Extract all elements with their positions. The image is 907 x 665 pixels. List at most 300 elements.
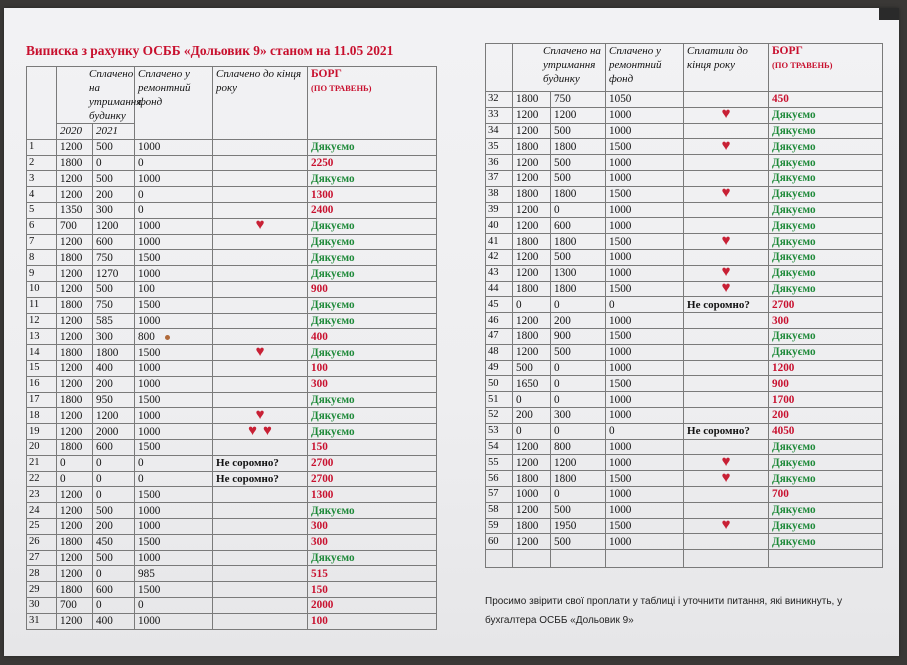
table-row bbox=[486, 92, 883, 108]
repair-fund-cell: 1000 bbox=[135, 218, 213, 234]
paid-2020-cell: 1200 bbox=[57, 487, 93, 503]
repair-fund-cell: 0 bbox=[135, 455, 213, 471]
year-end-cell bbox=[213, 487, 308, 503]
year-end-cell bbox=[213, 439, 308, 455]
paid-2020-cell: 1200 bbox=[513, 202, 551, 218]
paid-2021-cell: 800 bbox=[551, 439, 606, 455]
year-end-cell bbox=[213, 503, 308, 519]
repair-fund-cell: 0 bbox=[135, 597, 213, 613]
header-debt-label: БОРГ bbox=[311, 68, 342, 80]
debt-amount: 2700 bbox=[308, 471, 437, 487]
header-debt-sub: (ПО ТРАВЕНЬ) bbox=[772, 60, 833, 70]
paid-2021-cell: 0 bbox=[551, 486, 606, 502]
paid-2020-cell: 1800 bbox=[513, 471, 551, 487]
paid-2021-cell: 200 bbox=[93, 376, 135, 392]
table-row bbox=[27, 455, 437, 471]
paid-2020-cell: 1200 bbox=[57, 376, 93, 392]
thanks-status: Дякуємо bbox=[769, 249, 883, 265]
table-row bbox=[27, 234, 437, 250]
apartment-number: 41 bbox=[486, 234, 513, 250]
paid-2021-cell: 300 bbox=[93, 202, 135, 218]
thanks-status: Дякуємо bbox=[308, 297, 437, 313]
table-row bbox=[27, 392, 437, 408]
thanks-status: Дякуємо bbox=[308, 503, 437, 519]
debt-amount: 900 bbox=[308, 281, 437, 297]
paid-2020-cell: 1800 bbox=[513, 328, 551, 344]
repair-fund-cell: 1000 bbox=[606, 313, 684, 329]
table-row bbox=[486, 123, 883, 139]
debt-amount: 300 bbox=[308, 518, 437, 534]
repair-fund-cell: 1500 bbox=[135, 345, 213, 361]
paid-2021-cell: 500 bbox=[93, 281, 135, 297]
year-end-cell bbox=[684, 439, 769, 455]
table-row bbox=[27, 408, 437, 424]
thanks-status: Дякуємо bbox=[308, 171, 437, 187]
paid-2021-cell: 400 bbox=[93, 360, 135, 376]
paid-2021-cell: 2000 bbox=[93, 424, 135, 440]
paid-2021-cell: 0 bbox=[93, 566, 135, 582]
paid-2020-cell: 1800 bbox=[513, 92, 551, 108]
debt-amount: 150 bbox=[308, 582, 437, 598]
paid-2021-cell: 0 bbox=[551, 202, 606, 218]
repair-fund-cell: 1000 bbox=[606, 534, 684, 550]
year-end-cell bbox=[684, 297, 769, 313]
repair-fund-cell: 0 bbox=[606, 297, 684, 313]
repair-fund-cell: 1000 bbox=[606, 486, 684, 502]
paid-2021-cell: 500 bbox=[551, 502, 606, 518]
year-end-cell bbox=[213, 234, 308, 250]
apartment-number: 23 bbox=[27, 487, 57, 503]
apartment-number: 36 bbox=[486, 155, 513, 171]
repair-fund-cell: 1500 bbox=[606, 139, 684, 155]
paid-2021-cell: 585 bbox=[93, 313, 135, 329]
year-end-cell bbox=[213, 566, 308, 582]
repair-fund-cell: 1000 bbox=[135, 234, 213, 250]
apartment-number: 59 bbox=[486, 518, 513, 534]
table-row bbox=[27, 376, 437, 392]
repair-fund-cell: 100 bbox=[135, 281, 213, 297]
header-paid-maintenance: Сплачено на утримання будинку bbox=[57, 67, 135, 124]
table-row bbox=[27, 187, 437, 203]
year-end-cell bbox=[213, 360, 308, 376]
table-row bbox=[27, 439, 437, 455]
year-end-cell bbox=[213, 139, 308, 155]
apartment-number: 35 bbox=[486, 139, 513, 155]
apartment-number: 10 bbox=[27, 281, 57, 297]
thanks-status: Дякуємо bbox=[769, 155, 883, 171]
apartment-number: 37 bbox=[486, 170, 513, 186]
apartment-number: 17 bbox=[27, 392, 57, 408]
apartment-number: 42 bbox=[486, 249, 513, 265]
apartment-number: 56 bbox=[486, 471, 513, 487]
repair-fund-cell: 0 bbox=[135, 471, 213, 487]
year-end-cell bbox=[684, 486, 769, 502]
heart-icon: ♥ bbox=[248, 422, 258, 439]
paid-2021-cell: 0 bbox=[93, 597, 135, 613]
shame-label: Не соромно? bbox=[687, 425, 750, 438]
repair-fund-cell: 1000 bbox=[135, 360, 213, 376]
paid-2021-cell: 1800 bbox=[551, 139, 606, 155]
apartment-number: 20 bbox=[27, 439, 57, 455]
repair-fund-cell: 1000 bbox=[606, 455, 684, 471]
year-end-cell bbox=[684, 234, 769, 250]
repair-fund-cell: 1050 bbox=[606, 92, 684, 108]
repair-fund-cell: 1500 bbox=[606, 376, 684, 392]
apartment-number: 53 bbox=[486, 423, 513, 439]
year-end-cell bbox=[213, 281, 308, 297]
paid-2021-cell: 1200 bbox=[551, 107, 606, 123]
table-row bbox=[486, 170, 883, 186]
paid-2021-cell: 0 bbox=[551, 360, 606, 376]
empty-cell bbox=[769, 550, 883, 568]
year-end-cell bbox=[213, 218, 308, 234]
paid-2021-cell: 0 bbox=[93, 155, 135, 171]
paid-2021-cell: 1800 bbox=[551, 186, 606, 202]
table-row bbox=[27, 329, 437, 345]
paid-2020-cell: 1200 bbox=[513, 455, 551, 471]
paid-2021-cell: 900 bbox=[551, 328, 606, 344]
apartment-number: 48 bbox=[486, 344, 513, 360]
apartment-number: 52 bbox=[486, 407, 513, 423]
apartment-number: 57 bbox=[486, 486, 513, 502]
paid-2021-cell: 0 bbox=[551, 376, 606, 392]
table-row bbox=[486, 376, 883, 392]
paid-2021-cell: 1300 bbox=[551, 265, 606, 281]
apartment-number: 43 bbox=[486, 265, 513, 281]
thanks-status: Дякуємо bbox=[769, 139, 883, 155]
apartment-number: 49 bbox=[486, 360, 513, 376]
year-end-cell bbox=[213, 376, 308, 392]
paid-2021-cell: 600 bbox=[551, 218, 606, 234]
paid-2020-cell: 0 bbox=[513, 423, 551, 439]
paid-2020-cell: 1200 bbox=[57, 550, 93, 566]
debt-amount: 300 bbox=[308, 534, 437, 550]
table-row bbox=[27, 471, 437, 487]
thanks-status: Дякуємо bbox=[308, 313, 437, 329]
paid-2021-cell: 600 bbox=[93, 234, 135, 250]
table-row bbox=[486, 234, 883, 250]
year-end-cell bbox=[684, 92, 769, 108]
paid-2020-cell: 1200 bbox=[513, 218, 551, 234]
apartment-number: 46 bbox=[486, 313, 513, 329]
table-row bbox=[486, 455, 883, 471]
debt-amount: 1300 bbox=[308, 187, 437, 203]
year-end-cell bbox=[684, 534, 769, 550]
thanks-status: Дякуємо bbox=[308, 392, 437, 408]
year-end-cell bbox=[684, 502, 769, 518]
apartment-number: 16 bbox=[27, 376, 57, 392]
header-debt bbox=[308, 67, 437, 140]
debt-amount: 1200 bbox=[769, 360, 883, 376]
paid-2020-cell: 1200 bbox=[57, 266, 93, 282]
debt-amount: 100 bbox=[308, 360, 437, 376]
paid-2020-cell: 1650 bbox=[513, 376, 551, 392]
year-end-cell bbox=[684, 360, 769, 376]
apartment-number: 25 bbox=[27, 518, 57, 534]
debt-amount: 2250 bbox=[308, 155, 437, 171]
header-number bbox=[27, 67, 57, 140]
apartment-number: 54 bbox=[486, 439, 513, 455]
repair-fund-cell: 1000 bbox=[606, 392, 684, 408]
paid-2021-cell: 0 bbox=[551, 297, 606, 313]
year-end-cell bbox=[213, 297, 308, 313]
stray-dot bbox=[165, 335, 170, 340]
paid-2021-cell: 0 bbox=[551, 392, 606, 408]
apartment-number: 15 bbox=[27, 360, 57, 376]
thanks-status: Дякуємо bbox=[769, 265, 883, 281]
year-end-cell bbox=[213, 313, 308, 329]
apartment-number: 7 bbox=[27, 234, 57, 250]
repair-fund-cell: 1000 bbox=[606, 155, 684, 171]
year-end-cell bbox=[684, 139, 769, 155]
apartment-number: 50 bbox=[486, 376, 513, 392]
year-end-cell bbox=[684, 107, 769, 123]
table-row bbox=[486, 407, 883, 423]
paid-2021-cell: 750 bbox=[93, 297, 135, 313]
paid-2020-cell: 1200 bbox=[57, 566, 93, 582]
paid-2021-cell: 300 bbox=[93, 329, 135, 345]
table-row bbox=[486, 265, 883, 281]
year-end-cell bbox=[684, 313, 769, 329]
year-end-cell bbox=[684, 249, 769, 265]
thanks-status: Дякуємо bbox=[769, 502, 883, 518]
apartment-number: 18 bbox=[27, 408, 57, 424]
repair-fund-cell: 1000 bbox=[135, 503, 213, 519]
paid-2021-cell: 950 bbox=[93, 392, 135, 408]
apartment-number: 47 bbox=[486, 328, 513, 344]
table-row bbox=[27, 250, 437, 266]
apartment-number: 58 bbox=[486, 502, 513, 518]
table-row bbox=[27, 360, 437, 376]
repair-fund-cell: 1000 bbox=[606, 218, 684, 234]
apartment-number: 45 bbox=[486, 297, 513, 313]
apartment-number: 29 bbox=[27, 582, 57, 598]
repair-fund-cell: 1000 bbox=[135, 550, 213, 566]
year-end-cell bbox=[213, 613, 308, 629]
apartment-number: 26 bbox=[27, 534, 57, 550]
apartment-number: 13 bbox=[27, 329, 57, 345]
table-row bbox=[486, 139, 883, 155]
table-row bbox=[486, 249, 883, 265]
paid-2020-cell: 1200 bbox=[57, 613, 93, 629]
year-end-cell bbox=[684, 407, 769, 423]
apartment-number: 4 bbox=[27, 187, 57, 203]
heart-icon: ♥ bbox=[721, 279, 731, 296]
paid-2021-cell: 600 bbox=[93, 582, 135, 598]
heart-icon: ♥ bbox=[721, 516, 731, 533]
year-end-cell bbox=[213, 392, 308, 408]
apartment-number: 60 bbox=[486, 534, 513, 550]
year-end-cell bbox=[684, 170, 769, 186]
paid-2021-cell: 500 bbox=[93, 139, 135, 155]
paid-2021-cell: 500 bbox=[93, 503, 135, 519]
paid-2020-cell: 1800 bbox=[57, 250, 93, 266]
thanks-status: Дякуємо bbox=[769, 534, 883, 550]
year-end-cell bbox=[213, 187, 308, 203]
paid-2020-cell: 1200 bbox=[513, 123, 551, 139]
year-end-cell bbox=[684, 186, 769, 202]
paid-2020-cell: 1200 bbox=[513, 313, 551, 329]
year-end-cell bbox=[684, 218, 769, 234]
repair-fund-cell: 1000 bbox=[135, 518, 213, 534]
paid-2021-cell: 300 bbox=[551, 407, 606, 423]
thanks-status: Дякуємо bbox=[308, 424, 437, 440]
paid-2020-cell: 1200 bbox=[513, 249, 551, 265]
table-row bbox=[27, 281, 437, 297]
header-paid-repair-fund: Сплачено у ремонтний фонд bbox=[135, 67, 213, 140]
paid-2020-cell: 0 bbox=[513, 297, 551, 313]
repair-fund-cell: 985 bbox=[135, 566, 213, 582]
repair-fund-cell: 1000 bbox=[606, 407, 684, 423]
paid-2020-cell: 1200 bbox=[513, 534, 551, 550]
table-row bbox=[486, 328, 883, 344]
table-row bbox=[27, 487, 437, 503]
paid-2020-cell: 1200 bbox=[57, 139, 93, 155]
year-end-cell bbox=[213, 534, 308, 550]
paid-2021-cell: 1270 bbox=[93, 266, 135, 282]
table-row bbox=[27, 171, 437, 187]
apartment-number: 21 bbox=[27, 455, 57, 471]
debt-amount: 2400 bbox=[308, 202, 437, 218]
shame-label: Не соромно? bbox=[216, 457, 279, 470]
table-row bbox=[486, 439, 883, 455]
paid-2020-cell: 1800 bbox=[57, 155, 93, 171]
thanks-status: Дякуємо bbox=[308, 266, 437, 282]
debt-amount: 450 bbox=[769, 92, 883, 108]
repair-fund-cell: 1000 bbox=[135, 139, 213, 155]
header-paid-repair-fund: Сплачено у ремонтний фонд bbox=[606, 44, 684, 92]
paid-2020-cell: 1800 bbox=[513, 281, 551, 297]
debt-amount: 200 bbox=[769, 407, 883, 423]
apartment-number: 27 bbox=[27, 550, 57, 566]
heart-icon: ♥ bbox=[263, 422, 272, 439]
repair-fund-cell: 1000 bbox=[606, 439, 684, 455]
header-year-2021: 2021 bbox=[93, 124, 135, 140]
paid-2021-cell: 1200 bbox=[93, 218, 135, 234]
year-end-cell bbox=[213, 471, 308, 487]
debt-amount: 515 bbox=[308, 566, 437, 582]
year-end-cell bbox=[684, 123, 769, 139]
apartment-number: 24 bbox=[27, 503, 57, 519]
table-row bbox=[486, 313, 883, 329]
paid-2021-cell: 0 bbox=[93, 487, 135, 503]
year-end-cell bbox=[213, 550, 308, 566]
paid-2020-cell: 0 bbox=[513, 392, 551, 408]
table-row bbox=[27, 613, 437, 629]
year-end-cell bbox=[684, 328, 769, 344]
paid-2021-cell: 200 bbox=[93, 187, 135, 203]
table-row bbox=[27, 218, 437, 234]
paid-2020-cell: 1800 bbox=[513, 186, 551, 202]
thanks-status: Дякуємо bbox=[308, 345, 437, 361]
shame-label: Не соромно? bbox=[687, 298, 750, 311]
apartment-number: 2 bbox=[27, 155, 57, 171]
table-row bbox=[486, 534, 883, 550]
thanks-status: Дякуємо bbox=[769, 234, 883, 250]
paid-2020-cell: 1800 bbox=[57, 439, 93, 455]
table-row bbox=[27, 297, 437, 313]
paid-2021-cell: 1950 bbox=[551, 518, 606, 534]
heart-icon: ♥ bbox=[721, 232, 731, 249]
paid-2020-cell: 1800 bbox=[513, 139, 551, 155]
year-end-cell bbox=[213, 408, 308, 424]
repair-fund-cell: 1000 bbox=[606, 360, 684, 376]
repair-fund-cell: 1000 bbox=[606, 202, 684, 218]
apartment-number: 33 bbox=[486, 107, 513, 123]
empty-cell bbox=[486, 550, 513, 568]
paid-2020-cell: 1000 bbox=[513, 486, 551, 502]
debt-amount: 400 bbox=[308, 329, 437, 345]
repair-fund-cell: 0 bbox=[135, 187, 213, 203]
paid-2021-cell: 400 bbox=[93, 613, 135, 629]
heart-icon: ♥ bbox=[255, 406, 265, 423]
table-row bbox=[27, 345, 437, 361]
paid-2020-cell: 1800 bbox=[57, 582, 93, 598]
paid-2020-cell: 1200 bbox=[513, 155, 551, 171]
year-end-cell bbox=[684, 423, 769, 439]
thanks-status: Дякуємо bbox=[308, 550, 437, 566]
paid-2021-cell: 1200 bbox=[551, 455, 606, 471]
repair-fund-cell: 1500 bbox=[606, 471, 684, 487]
paid-2021-cell: 450 bbox=[93, 534, 135, 550]
paid-2020-cell: 0 bbox=[57, 471, 93, 487]
shame-label: Не соромно? bbox=[216, 472, 279, 485]
thanks-status: Дякуємо bbox=[308, 408, 437, 424]
repair-fund-cell: 1000 bbox=[606, 249, 684, 265]
debt-amount: 300 bbox=[769, 313, 883, 329]
table-row bbox=[486, 107, 883, 123]
table-row bbox=[486, 202, 883, 218]
year-end-cell bbox=[213, 582, 308, 598]
table-row bbox=[27, 503, 437, 519]
paid-2020-cell: 1800 bbox=[513, 234, 551, 250]
paid-2020-cell: 1200 bbox=[57, 408, 93, 424]
header-debt-sub: (ПО ТРАВЕНЬ) bbox=[311, 83, 372, 93]
thanks-status: Дякуємо bbox=[308, 234, 437, 250]
repair-fund-cell: 1500 bbox=[606, 234, 684, 250]
apartment-number: 28 bbox=[27, 566, 57, 582]
thanks-status: Дякуємо bbox=[769, 344, 883, 360]
table-row bbox=[27, 550, 437, 566]
header-year-2020: 2020 bbox=[57, 124, 93, 140]
repair-fund-cell: 1000 bbox=[135, 313, 213, 329]
apartment-number: 5 bbox=[27, 202, 57, 218]
paid-2020-cell: 1200 bbox=[513, 265, 551, 281]
heart-icon: ♥ bbox=[721, 185, 731, 202]
paid-2021-cell: 500 bbox=[551, 534, 606, 550]
debt-amount: 2700 bbox=[308, 455, 437, 471]
table-row bbox=[486, 281, 883, 297]
paid-2020-cell: 1200 bbox=[57, 234, 93, 250]
year-end-cell bbox=[213, 250, 308, 266]
paid-2021-cell: 1800 bbox=[93, 345, 135, 361]
paid-2020-cell: 1200 bbox=[57, 360, 93, 376]
year-end-cell bbox=[213, 202, 308, 218]
year-end-cell bbox=[684, 202, 769, 218]
table-row bbox=[27, 202, 437, 218]
paid-2020-cell: 1800 bbox=[57, 345, 93, 361]
paid-2020-cell: 1800 bbox=[513, 518, 551, 534]
year-end-cell bbox=[684, 265, 769, 281]
repair-fund-cell: 1000 bbox=[135, 613, 213, 629]
debt-amount: 150 bbox=[308, 439, 437, 455]
paid-2020-cell: 1800 bbox=[57, 534, 93, 550]
thanks-status: Дякуємо bbox=[769, 455, 883, 471]
repair-fund-cell: 1500 bbox=[606, 281, 684, 297]
table-row bbox=[486, 486, 883, 502]
year-end-cell bbox=[684, 344, 769, 360]
left-statement-table bbox=[26, 66, 437, 630]
